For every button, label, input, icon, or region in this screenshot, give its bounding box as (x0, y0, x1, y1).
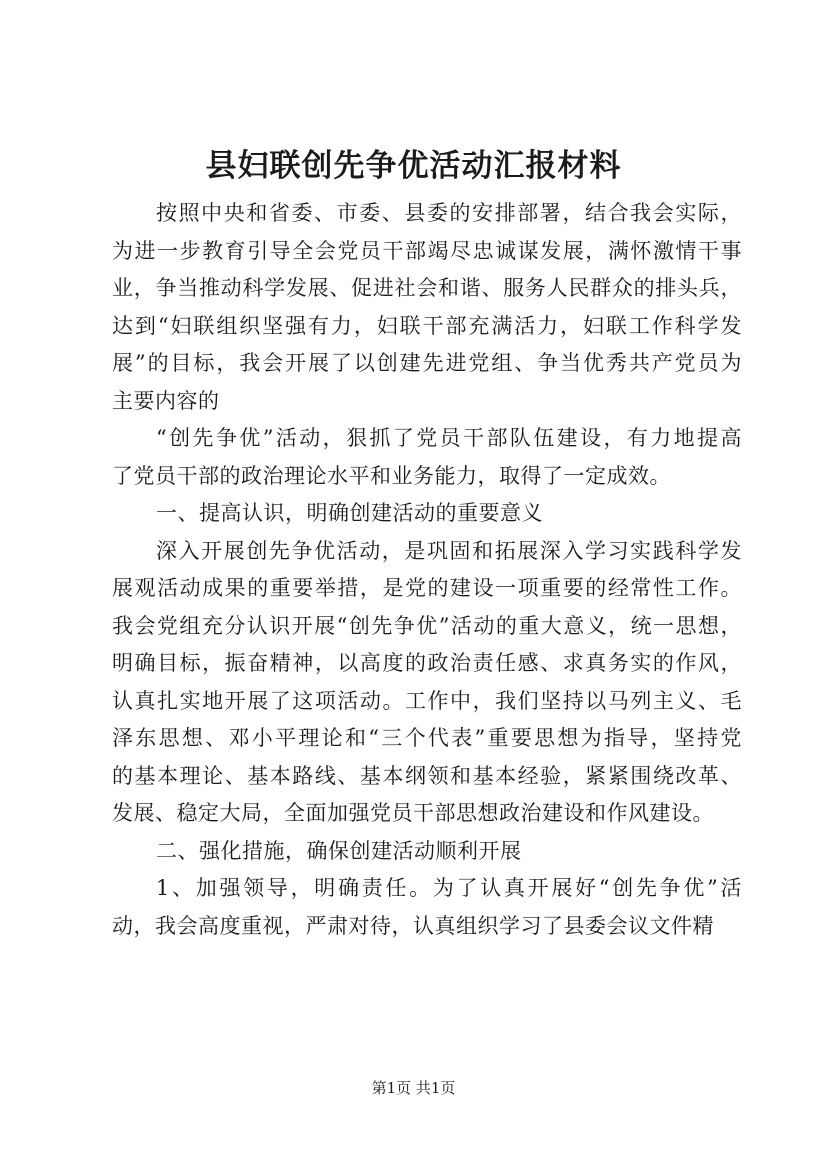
body-line: “创先争优”活动，狠抓了党员干部队伍建设，有力地提高 (156, 426, 742, 450)
body-line: 展观活动成果的重要举措，是党的建设一项重要的经常性工作。 (112, 576, 742, 600)
body-line: 按照中央和省委、市委、县委的安排部署，结合我会实际， (156, 201, 742, 225)
body-line: 明确目标，振奋精神，以高度的政治责任感、求真务实的作风， (112, 651, 742, 675)
body-line: 动，我会高度重视，严肃对待，认真组织学习了县委会议文件精 (112, 913, 714, 938)
body-line: 一、提高认识，明确创建活动的重要意义 (156, 501, 543, 525)
body-line: 1、加强领导，明确责任。为了认真开展好“创先争优”活 (156, 876, 742, 900)
document-title: 县妇联创先争优活动汇报材料 (205, 148, 622, 184)
body-line: 了党员干部的政治理论水平和业务能力，取得了一定成效。 (112, 463, 671, 488)
body-line: 我会党组充分认识开展“创先争优”活动的重大意义，统一思想， (112, 613, 742, 638)
document-body (112, 195, 742, 945)
body-line: 业，争当推动科学发展、促进社会和谐、服务人民群众的排头兵， (112, 276, 742, 300)
body-line: 认真扎实地开展了这项活动。工作中，我们坚持以马列主义、毛 (112, 688, 742, 713)
body-line: 深入开展创先争优活动，是巩固和拓展深入学习实践科学发 (156, 538, 742, 563)
body-line: 主要内容的 (112, 388, 220, 413)
body-line: 发展、稳定大局，全面加强党员干部思想政治建设和作风建设。 (112, 801, 714, 825)
body-line: 为进一步教育引导全会党员干部竭尽忠诚谋发展，满怀激情干事 (112, 238, 742, 263)
body-line: 展”的目标，我会开展了以创建先进党组、争当优秀共产党员为 (112, 351, 742, 375)
body-line: 泽东思想、邓小平理论和“三个代表”重要思想为指导，坚持党 (112, 726, 742, 750)
body-line: 二、强化措施，确保创建活动顺利开展 (156, 838, 522, 863)
body-line: 的基本理论、基本路线、基本纲领和基本经验，紧紧围绕改革、 (112, 763, 742, 788)
body-line: 达到“妇联组织坚强有力，妇联干部充满活力，妇联工作科学发 (112, 313, 742, 338)
page-footer: 第1页 共1页 (371, 1079, 456, 1097)
